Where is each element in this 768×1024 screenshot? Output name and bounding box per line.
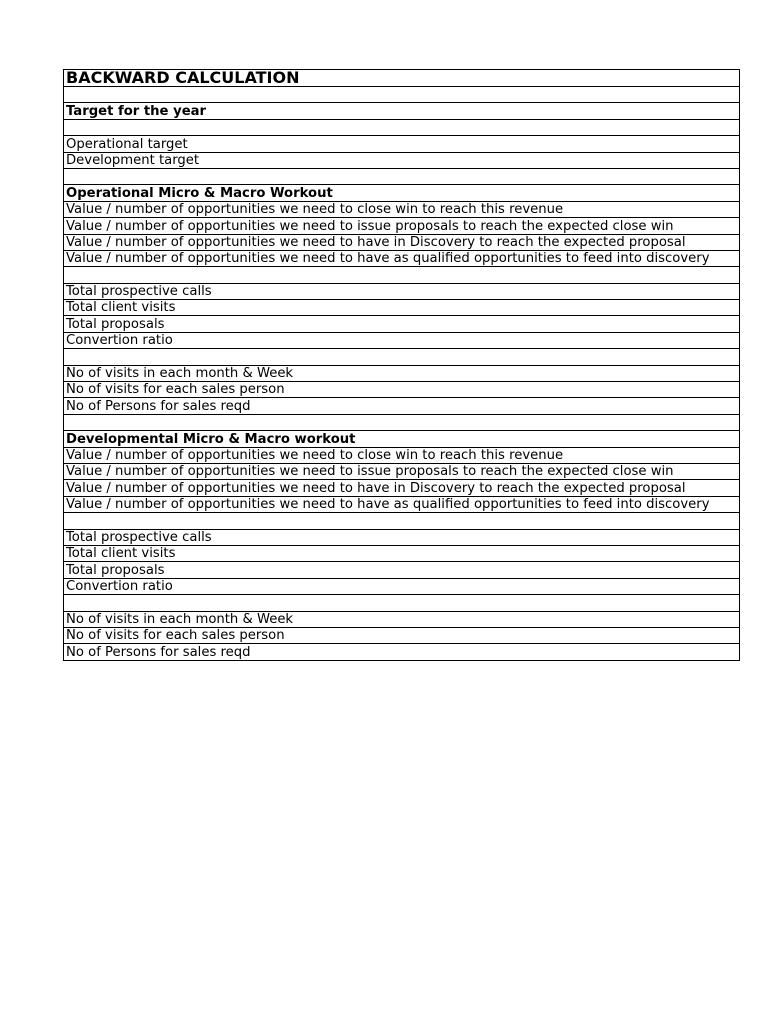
table-row	[64, 152, 740, 168]
table-row	[64, 529, 740, 545]
empty-cell	[64, 168, 740, 184]
row-label: Total prospective calls	[64, 529, 740, 545]
empty-row	[64, 87, 740, 103]
table-row	[64, 283, 740, 299]
document-title-row	[64, 70, 740, 87]
empty-cell	[64, 267, 740, 283]
empty-cell	[64, 119, 740, 135]
table-row	[64, 316, 740, 332]
table-row	[64, 627, 740, 643]
row-label: Total client visits	[64, 545, 740, 561]
table-row	[64, 496, 740, 512]
empty-row	[64, 119, 740, 135]
empty-cell	[64, 414, 740, 430]
row-label: Value / number of opportunities we need to have in Discovery to reach the expected proposal	[64, 234, 740, 250]
table-row	[64, 250, 740, 266]
table-row	[64, 545, 740, 561]
table-row	[64, 447, 740, 463]
row-label: Value / number of opportunities we need to issue proposals to reach the expected close win	[64, 463, 740, 479]
table-row	[64, 365, 740, 381]
row-label: Development target	[64, 152, 740, 168]
section-heading-row	[64, 431, 740, 447]
row-label: Value / number of opportunities we need to close win to reach this revenue	[64, 447, 740, 463]
section-heading-row	[64, 185, 740, 201]
empty-row	[64, 267, 740, 283]
row-label: No of visits in each month & Week	[64, 365, 740, 381]
row-label: Total client visits	[64, 300, 740, 316]
row-label: Value / number of opportunities we need to issue proposals to reach the expected close win	[64, 218, 740, 234]
empty-row	[64, 595, 740, 611]
empty-row	[64, 349, 740, 365]
spreadsheet-table	[63, 69, 740, 661]
section-heading: Developmental Micro & Macro workout	[64, 431, 740, 447]
row-label: No of Persons for sales reqd	[64, 398, 740, 414]
row-label: No of visits for each sales person	[64, 382, 740, 398]
section-heading: Target for the year	[64, 103, 740, 119]
empty-cell	[64, 87, 740, 103]
row-label: Total proposals	[64, 316, 740, 332]
row-label: Value / number of opportunities we need to have as qualified opportunities to feed into discovery	[64, 250, 740, 266]
row-label: Total prospective calls	[64, 283, 740, 299]
spreadsheet-body	[64, 70, 740, 661]
row-label: No of Persons for sales reqd	[64, 644, 740, 660]
row-label: Convertion ratio	[64, 578, 740, 594]
empty-cell	[64, 595, 740, 611]
table-row	[64, 218, 740, 234]
table-row	[64, 463, 740, 479]
row-label: Convertion ratio	[64, 332, 740, 348]
row-label: Operational target	[64, 136, 740, 152]
table-row	[64, 382, 740, 398]
empty-row	[64, 168, 740, 184]
table-row	[64, 398, 740, 414]
empty-cell	[64, 349, 740, 365]
row-label: No of visits in each month & Week	[64, 611, 740, 627]
table-row	[64, 234, 740, 250]
table-row	[64, 480, 740, 496]
section-heading: Operational Micro & Macro Workout	[64, 185, 740, 201]
row-label: Value / number of opportunities we need to have as qualified opportunities to feed into discovery	[64, 496, 740, 512]
row-label: Total proposals	[64, 562, 740, 578]
empty-cell	[64, 513, 740, 529]
section-heading-row	[64, 103, 740, 119]
document-title: BACKWARD CALCULATION	[64, 70, 740, 87]
empty-row	[64, 513, 740, 529]
row-label: No of visits for each sales person	[64, 627, 740, 643]
row-label: Value / number of opportunities we need to close win to reach this revenue	[64, 201, 740, 217]
table-row	[64, 201, 740, 217]
table-row	[64, 578, 740, 594]
table-row	[64, 644, 740, 660]
table-row	[64, 611, 740, 627]
table-row	[64, 562, 740, 578]
table-row	[64, 332, 740, 348]
empty-row	[64, 414, 740, 430]
table-row	[64, 300, 740, 316]
row-label: Value / number of opportunities we need to have in Discovery to reach the expected proposal	[64, 480, 740, 496]
table-row	[64, 136, 740, 152]
